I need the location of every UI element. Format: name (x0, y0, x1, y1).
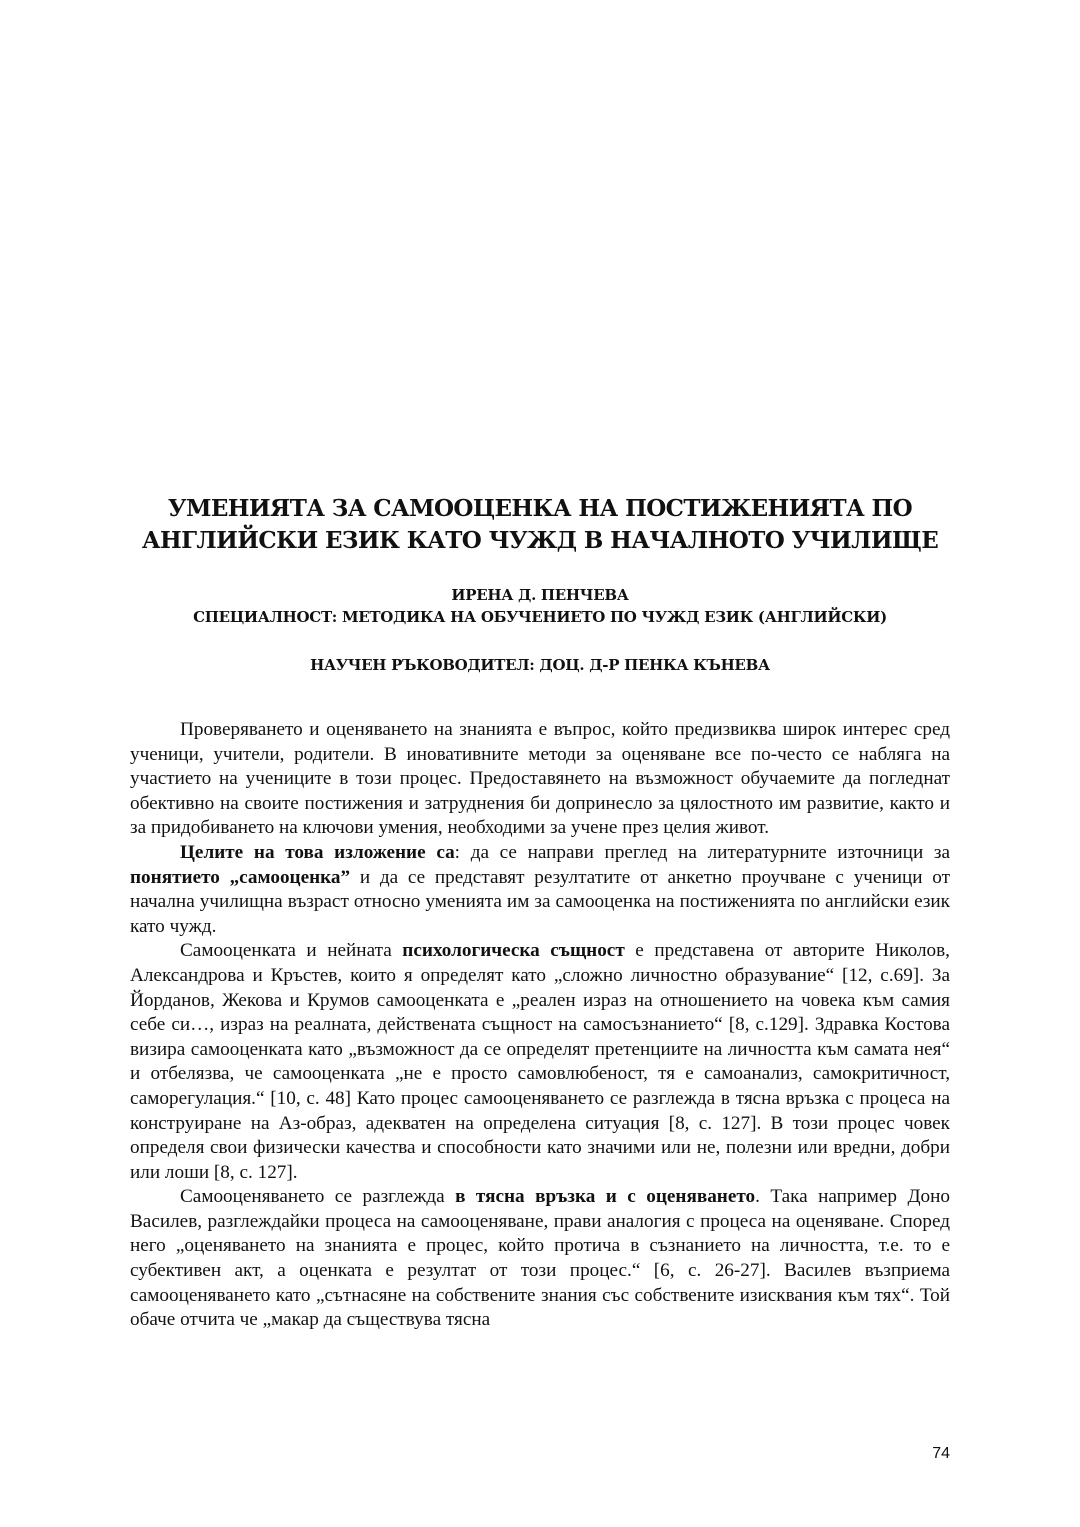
paragraph-2-bold-2: понятието „самооценка” (130, 866, 351, 888)
author-specialty: СПЕЦИАЛНОСТ: МЕТОДИКА НА ОБУЧЕНИЕТО ПО ЧУЖД ЕЗИК (АНГЛИЙСКИ) (193, 608, 887, 626)
paragraph-3-bold-1: психологическа същност (402, 940, 625, 962)
body-text (130, 718, 950, 1333)
paragraph-1: Проверяването и оценяването на знанията е въпрос, който предизвиква широк интерес сред ученици, учители, родители. В иновативните методи за оценяване все по-често се набляга на участието на учениците в този процес. Предоставянето на възможност обучаемите да погледнат обективно на своите постижения и затруднения би допринесло за цялостното им развитие, както и за придобиването на ключови умения, необходими за учене през целия живот. (130, 719, 950, 839)
paragraph-3-text-2: е представена от авторите Николов, Александрова и Кръстев, които я определят като „сложно личностно образувание“ [12, с.69]. За Йорданов, Жекова и Крумов самооценката е „реален израз на отношението на човека към самия себе си…, израз на реалната, действената същност на самосъзнанието“ [8, с.129]. Здравка Костова визира самооценката като „възможност да се определят претенциите на личността към самата нея“ и отбелязва, че самооценката „не е просто самовлюбеност, тя е самоанализ, самокритичност, саморегулация.“ [10, с. 48] Като процес самооценяването се разглежда в тясна връзка с процеса на конструиране на Аз-образ, адекватен на определена ситуация [8, с. 127]. В този процес човек определя свои физически качества и способности като значими или не, полезни или вредни, добри или лоши [8, с. 127]. (130, 940, 950, 1183)
paragraph-4 (130, 1185, 950, 1333)
title-line-1: УМЕНИЯТА ЗА САМООЦЕНКА НА ПОСТИЖЕНИЯТА ПО (167, 495, 913, 522)
paragraph-3-text-1: Самооценката и нейната (180, 940, 403, 962)
page-number: 74 (932, 1445, 950, 1462)
paragraph-4-text-2: . Така например Доно Василев, разглеждайки процеса на самооценяване, прави аналогия с процеса на оценяване. Според него „оценяването на знанията е процес, който протича в съзнанието на личността, т.е. то е субективен акт, а оценката е резултат от този процес.“ [6, с. 26-27]. Василев възприема самооценяването като „сътнасяне на собствените знания със собствените изисквания към тях“. Той обаче отчита че „макар да съществува тясна (130, 1186, 950, 1331)
paragraph-2-text-1: : да се направи преглед на литературните източници за (454, 841, 950, 863)
paragraph-2 (130, 841, 950, 939)
paragraph-4-bold-1: в тясна връзка и с оценяването (455, 1186, 756, 1208)
paper-title (130, 493, 950, 557)
paragraph-2-text-2: и да се представят резултатите от анкетно проучване с ученици от начална училищна възраст относно уменията им за самооценка на постиженията по английски език като чужд. (130, 866, 950, 937)
paragraph-3 (130, 939, 950, 1185)
scientific-supervisor: НАУЧЕН РЪКОВОДИТЕЛ: ДОЦ. Д-Р ПЕНКА КЪНЕВА (310, 656, 770, 674)
author-name: ИРЕНА Д. ПЕНЧЕВА (451, 586, 629, 604)
paragraph-2-bold-1: Целите на това изложение са (180, 841, 455, 863)
title-line-2: АНГЛИЙСКИ ЕЗИК КАТО ЧУЖД В НАЧАЛНОТО УЧИЛИЩЕ (141, 527, 939, 554)
paragraph-4-text-1: Самооценяването се разглежда (180, 1186, 456, 1208)
